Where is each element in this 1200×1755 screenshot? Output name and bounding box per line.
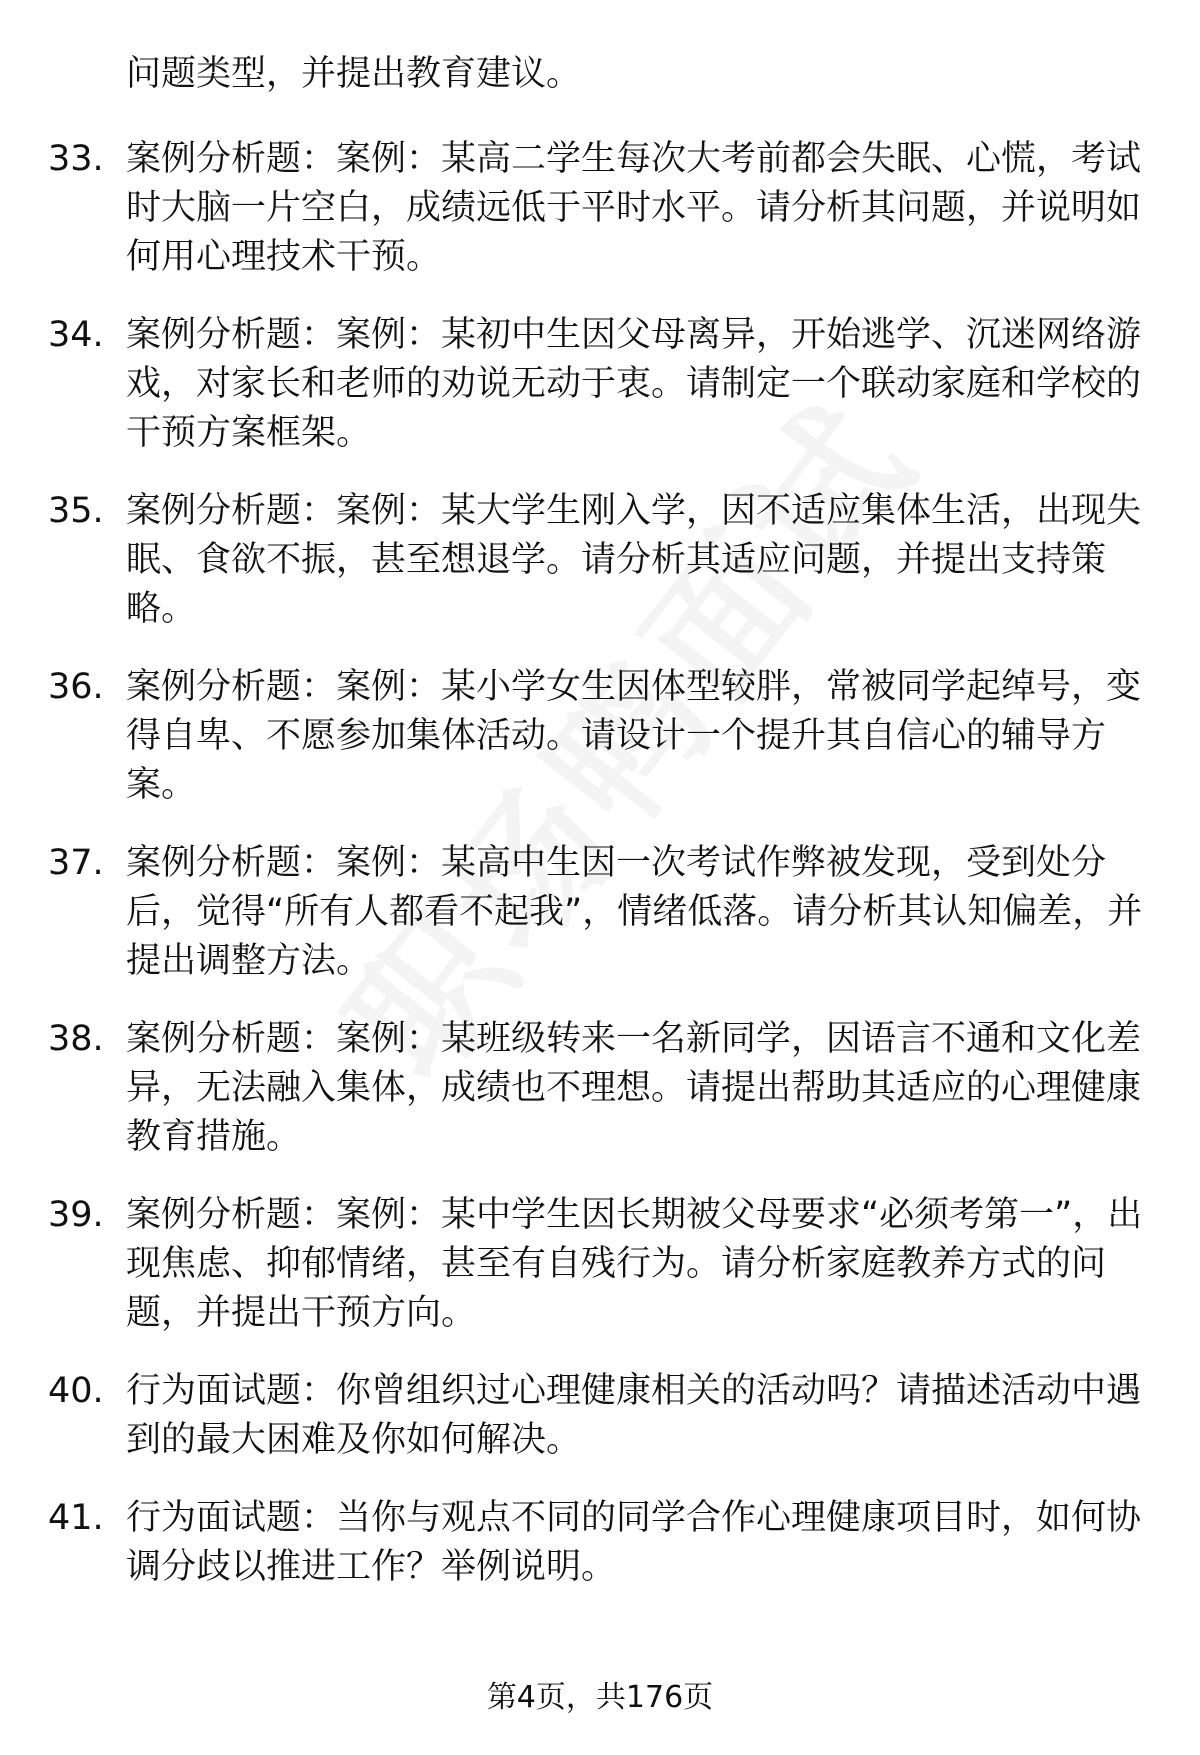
question-text: 案例分析题：案例：某小学女生因体型较胖，常被同学起绰号，变得自卑、不愿参加集体活动。请设计一个提升其自信心的辅导方案。 bbox=[126, 667, 1142, 805]
question-item bbox=[48, 839, 1158, 986]
question-item bbox=[48, 1015, 1158, 1162]
question-number: 35. bbox=[48, 491, 104, 531]
question-text: 行为面试题：你曾组织过心理健康相关的活动吗？请描述活动中遇到的最大困难及你如何解决。 bbox=[126, 1371, 1142, 1460]
page-footer: 第4页，共176页 bbox=[486, 1680, 714, 1715]
question-text: 案例分析题：案例：某高二学生每次大考前都会失眠、心慌，考试时大脑一片空白，成绩远低于平时水平。请分析其问题，并说明如何用心理技术干预。 bbox=[126, 139, 1142, 277]
question-text: 案例分析题：案例：某班级转来一名新同学，因语言不通和文化差异，无法融入集体，成绩也不理想。请提出帮助其适应的心理健康教育措施。 bbox=[126, 1019, 1142, 1157]
question-number: 36. bbox=[48, 667, 104, 707]
question-text: 案例分析题：案例：某初中生因父母离异，开始逃学、沉迷网络游戏，对家长和老师的劝说无动于衷。请制定一个联动家庭和学校的干预方案框架。 bbox=[126, 315, 1142, 453]
question-number: 41. bbox=[48, 1498, 104, 1538]
question-list bbox=[48, 50, 1158, 1621]
question-item bbox=[48, 1494, 1158, 1592]
question-item bbox=[48, 487, 1158, 634]
question-number: 33. bbox=[48, 139, 104, 179]
question-text: 行为面试题：当你与观点不同的同学合作心理健康项目时，如何协调分歧以推进工作？举例说明。 bbox=[126, 1498, 1142, 1587]
question-number: 38. bbox=[48, 1019, 104, 1059]
question-number: 34. bbox=[48, 315, 104, 355]
question-number: 39. bbox=[48, 1195, 104, 1235]
continued-text: 问题类型，并提出教育建议。 bbox=[126, 54, 582, 94]
question-item bbox=[48, 311, 1158, 458]
question-item bbox=[48, 1367, 1158, 1465]
question-text: 案例分析题：案例：某中学生因长期被父母要求“必须考第一”，出现焦虑、抑郁情绪，甚至有自残行为。请分析家庭教养方式的问题，并提出干预方向。 bbox=[126, 1195, 1143, 1333]
question-item bbox=[48, 1191, 1158, 1338]
question-number: 40. bbox=[48, 1371, 104, 1411]
question-item bbox=[48, 663, 1158, 810]
question-text: 案例分析题：案例：某大学生刚入学，因不适应集体生活，出现失眠、食欲不振，甚至想退学。请分析其适应问题，并提出支持策略。 bbox=[126, 491, 1142, 629]
question-text: 案例分析题：案例：某高中生因一次考试作弊被发现，受到处分后，觉得“所有人都看不起我”，情绪低落。请分析其认知偏差，并提出调整方法。 bbox=[126, 843, 1143, 981]
question-number: 37. bbox=[48, 843, 104, 883]
question-item bbox=[48, 135, 1158, 282]
